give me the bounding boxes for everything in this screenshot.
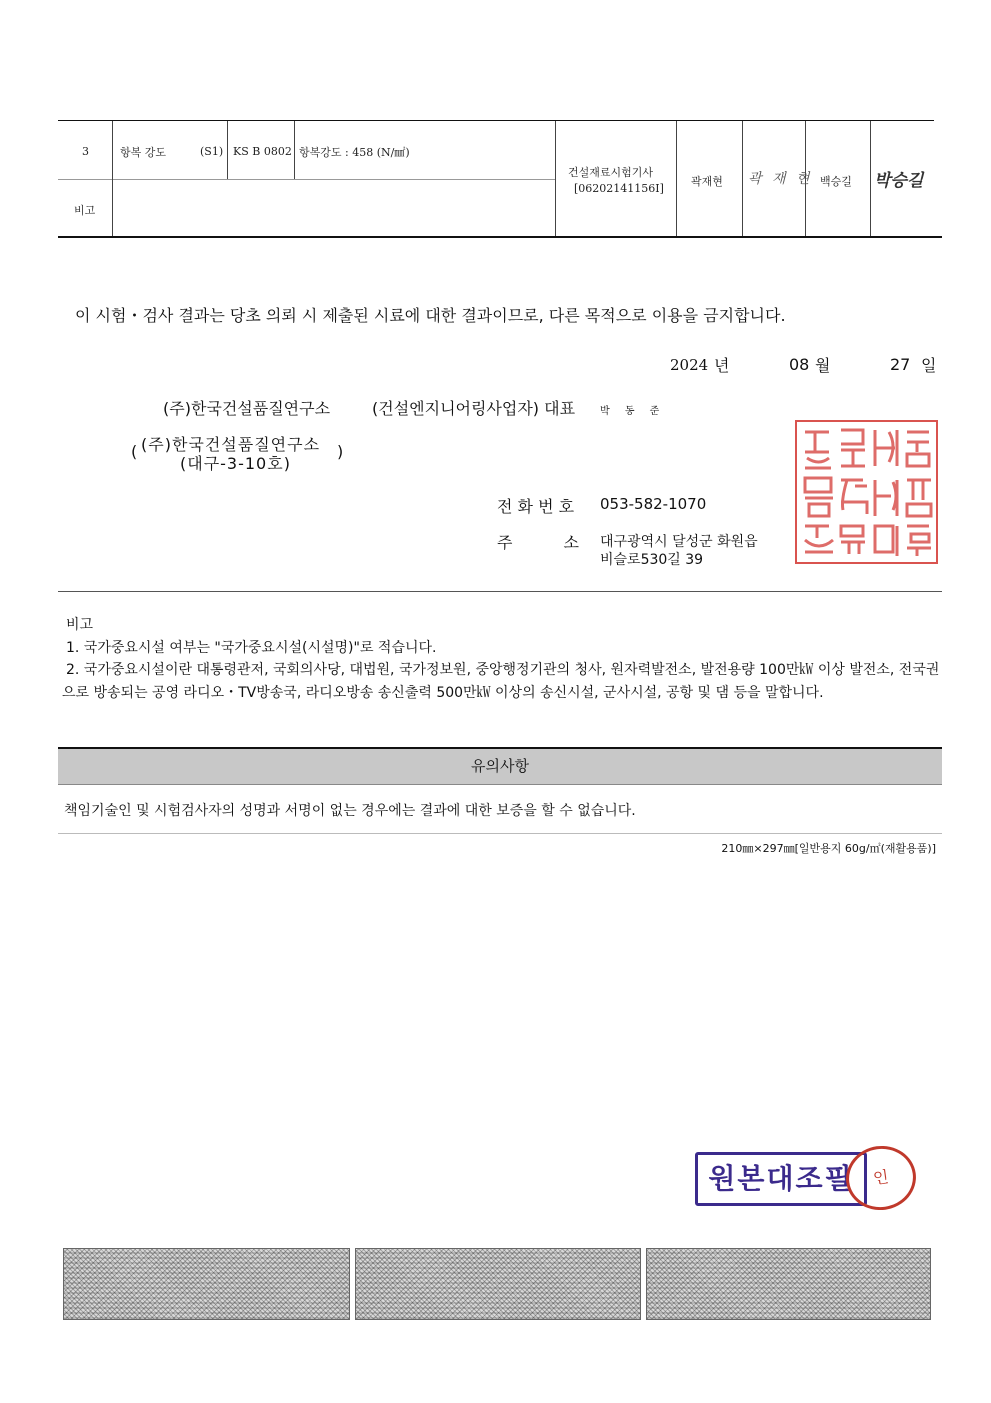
date-year-unit: 년: [714, 356, 730, 375]
table-col-divider: [870, 121, 871, 236]
tester-title: 건설재료시험기사: [568, 166, 654, 179]
paren-close: ): [337, 442, 344, 461]
address-line-1: 대구광역시 달성군 화원읍: [600, 534, 758, 550]
paren-open: (: [131, 442, 138, 461]
address-label: 주 소: [497, 533, 579, 552]
caution-bottom-border: [58, 833, 942, 834]
signer-name: 백승길: [820, 175, 852, 188]
date-day-unit: 일: [921, 356, 937, 375]
remarks-title: 비고: [66, 617, 94, 633]
date-month-unit: 월: [815, 356, 831, 375]
table-row-divider: [58, 179, 555, 180]
tester-license: [06202141156I]: [574, 182, 664, 195]
company-type: (건설엔지니어링사업자) 대표: [372, 399, 576, 418]
table-col-divider: [676, 121, 677, 236]
usage-notice: 이 시험・검사 결과는 당초 의뢰 시 제출된 시료에 대한 결과이므로, 다른 목적으로 이용을 금지합니다.: [75, 306, 786, 325]
test-item: 항복 강도: [120, 146, 167, 159]
address-line-2: 비슬로530길 39: [600, 552, 704, 568]
verification-code: [355, 1248, 641, 1320]
original-copy-stamp: 원본대조필: [695, 1152, 867, 1206]
test-code: (S1): [200, 145, 224, 158]
remarks-label: 비고: [74, 204, 96, 217]
caution-text: 책임기술인 및 시험검사자의 성명과 서명이 없는 경우에는 결과에 대한 보증을 할 수 없습니다.: [64, 803, 636, 819]
remarks-item-2: 2. 국가중요시설이란 대통령관저, 국회의사당, 대법원, 국가정보원, 중앙행정기관의 청사, 원자력발전소, 발전용량 100만㎾ 이상 발전소, 전국권으로 방송되는 공영 라디오・TV방송국, 라디오방송 송신출력 500만㎾ 이상의 송신시설, 군사시설, 공항 및 댐 등을 말합니다.: [62, 662, 940, 701]
table-col-divider: [227, 121, 228, 179]
caution-title: 유의사항: [58, 749, 942, 784]
caution-divider: [58, 784, 942, 785]
company-seal: [795, 420, 938, 564]
table-col-divider: [742, 121, 743, 236]
table-bottom-border: [58, 236, 942, 238]
verification-code: [63, 1248, 350, 1320]
signature: 박승길: [874, 171, 924, 191]
table-col-divider: [555, 121, 556, 236]
section-divider: [58, 591, 942, 592]
table-col-divider: [294, 121, 295, 179]
paper-spec: 210㎜×297㎜[일반용지 60g/㎡(재활용품)]: [721, 842, 936, 855]
registration-number: (대구-3-10호): [180, 454, 291, 473]
row-number: 3: [82, 145, 89, 158]
verification-code: [646, 1248, 931, 1320]
ceo-name: 박 동 준: [600, 406, 666, 417]
test-result: 항복강도 : 458 (N/㎟): [299, 146, 410, 159]
table-col-divider: [112, 121, 113, 236]
company-name: (주)한국건설품질연구소: [163, 399, 331, 418]
remarks-item-1: 1. 국가중요시설 여부는 "국가중요시설(시설명)"로 적습니다.: [66, 640, 437, 656]
date-month: 08: [789, 355, 810, 374]
phone-number: 053-582-1070: [600, 495, 707, 513]
signature: 곽 재 현: [748, 171, 813, 187]
company-name-2: (주)한국건설품질연구소: [141, 435, 321, 454]
date-year: 2024: [670, 356, 709, 374]
signer-name: 곽재현: [691, 175, 723, 188]
personal-seal: 인: [842, 1141, 920, 1214]
test-standard: KS B 0802: [233, 145, 292, 158]
phone-label: 전 화 번 호: [497, 497, 575, 516]
date-day: 27: [890, 355, 911, 374]
table-top-border: [58, 120, 934, 121]
